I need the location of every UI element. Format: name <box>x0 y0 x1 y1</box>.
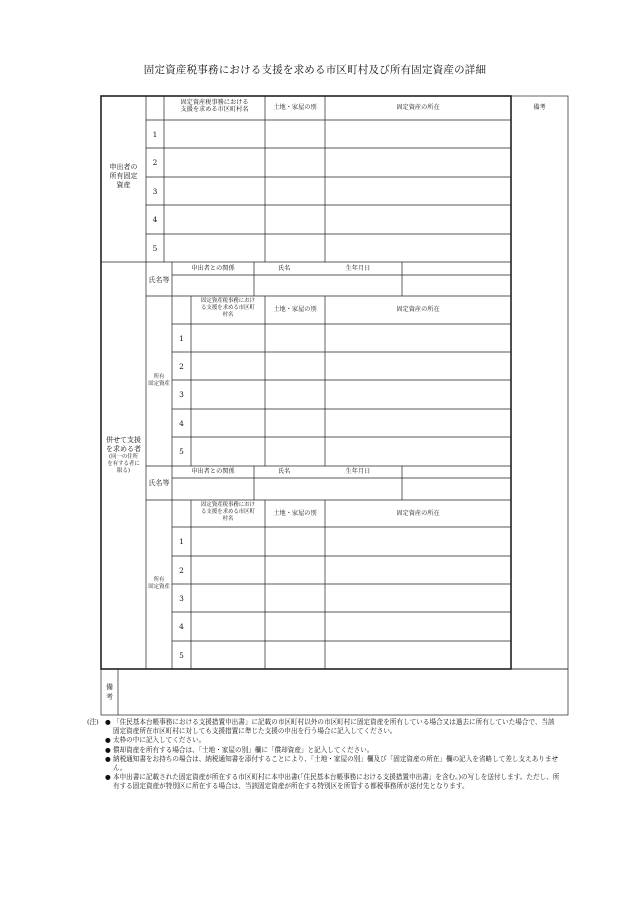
asset-label: 所有 固定資産 <box>148 577 170 590</box>
row-number: 3 <box>179 390 184 399</box>
header-asset-location: 固定資産の所在 <box>396 510 440 517</box>
bullet-icon: ● <box>105 754 111 763</box>
note-item: ● 太枠の中に記入してください。 <box>105 736 206 745</box>
notes <box>87 718 560 792</box>
row-number: 5 <box>152 244 158 253</box>
section-label-applicant: 申出者の 所有固定 資産 <box>109 163 138 189</box>
header-asset-location: 固定資産の所在 <box>396 104 440 111</box>
header-birthdate: 生年月日 <box>345 265 371 272</box>
header-land-building: 土地・家屋の別 <box>273 510 317 517</box>
header-relation: 申出者との関係 <box>191 265 235 272</box>
header-land-building: 土地・家屋の別 <box>273 104 317 111</box>
row-number: 5 <box>179 651 184 660</box>
note-item: ● 納税通知書をお持ちの場合は、納税通知書を添付することにより、「土地・家屋の別」欄及び「固定資産の所在」欄の記入を省略して差し支えありません。 <box>105 754 559 773</box>
note-item: ● 償却資産を所有する場合は、「土地・家屋の別」欄に「償却資産」と記入してください。 <box>105 745 374 754</box>
header-asset-location: 固定資産の所在 <box>396 306 440 313</box>
note-item: ● 本申出書に記載された固定資産が所在する市区町村に本申出書(「住民基本台帳事務における支援措置申出書」を含む。)の写しを送付します。ただし、所有する固定資産が特別区に所在する場合は、当該固定資産が所在する特別区を所管する都税事務所が送付先となります。 <box>105 773 560 791</box>
asset-label: 所有 固定資産 <box>148 374 170 387</box>
row-number: 2 <box>152 158 158 167</box>
header-municipality: 固定資産税事務におけ る支援を求める市区町 村名 <box>201 298 255 318</box>
header-municipality: 固定資産税事務における 支援を求める市区町村名 <box>180 99 249 114</box>
row-number: 3 <box>179 594 184 603</box>
remarks-column-frame <box>511 96 568 669</box>
row-number: 3 <box>152 187 158 196</box>
header-municipality: 固定資産税事務におけ る支援を求める市区町 村名 <box>201 502 255 522</box>
header-relation: 申出者との関係 <box>191 468 235 475</box>
row-number: 4 <box>179 622 184 631</box>
bottom-remarks-frame <box>101 669 568 715</box>
bullet-icon: ● <box>105 736 111 745</box>
header-remarks: 備考 <box>533 104 546 111</box>
row-number: 1 <box>179 537 184 546</box>
row-number: 2 <box>179 566 184 575</box>
row-number: 5 <box>179 447 184 456</box>
bullet-icon: ● <box>105 773 111 782</box>
header-birthdate: 生年月日 <box>345 468 371 475</box>
bullet-icon: ● <box>105 745 111 754</box>
name-label: 氏名等 <box>148 276 170 284</box>
bottom-remarks-label: 備考 <box>106 683 113 701</box>
page-title: 固定資産税事務における支援を求める市区町村及び所有固定資産の詳細 <box>143 64 487 76</box>
row-number: 2 <box>179 362 184 371</box>
header-land-building: 土地・家屋の別 <box>273 306 317 313</box>
name-label: 氏名等 <box>148 479 170 487</box>
section-label-joint: 併せて支援 を求める者 (同一の住所 を有する者に 限る) <box>106 436 141 474</box>
row-number: 1 <box>179 334 184 343</box>
note-item: ● 「住民基本台帳事務における支援措置申出書」に記載の市区町村以外の市区町村に固定資産を所有している場合又は過去に所有していた場合で、当該固定資産所在市区町村に対しても支援措置に準じた支援の申出を行う場合に記入してください。 <box>105 718 555 736</box>
row-number: 4 <box>179 419 184 428</box>
header-name: 氏名 <box>277 468 291 475</box>
row-number: 1 <box>152 130 158 139</box>
header-name: 氏名 <box>277 265 291 272</box>
bullet-icon: ● <box>105 718 111 726</box>
row-number: 4 <box>152 215 158 224</box>
notes-head: (注) <box>87 718 99 726</box>
